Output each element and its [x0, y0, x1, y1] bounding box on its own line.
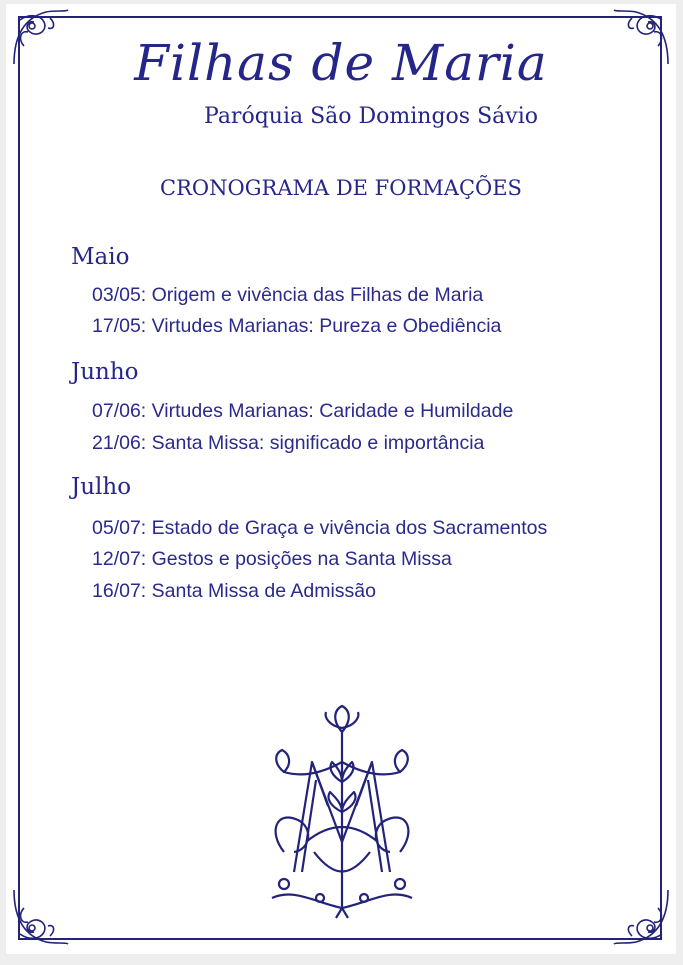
- corner-ornament-icon: [610, 886, 672, 948]
- list-item: 12/07: Gestos e posições na Santa Missa: [92, 548, 452, 570]
- page-title: Filhas de Maria: [134, 34, 548, 92]
- month-heading-julho: Julho: [71, 474, 132, 500]
- list-item: 21/06: Santa Missa: significado e importância: [92, 432, 485, 454]
- marian-monogram-icon: [254, 702, 430, 922]
- parish-subtitle: Paróquia São Domingos Sávio: [204, 104, 538, 129]
- month-heading-maio: Maio: [71, 244, 130, 270]
- list-item: 17/05: Virtudes Marianas: Pureza e Obediência: [92, 315, 502, 337]
- list-item: 05/07: Estado de Graça e vivência dos Sacramentos: [92, 517, 548, 539]
- corner-ornament-icon: [10, 886, 72, 948]
- list-item: 07/06: Virtudes Marianas: Caridade e Humildade: [92, 400, 514, 422]
- schedule-heading: CRONOGRAMA DE FORMAÇÕES: [160, 176, 522, 200]
- list-item: 03/05: Origem e vivência das Filhas de Maria: [92, 284, 484, 306]
- document-page: [6, 4, 676, 954]
- list-item: 16/07: Santa Missa de Admissão: [92, 580, 376, 602]
- month-heading-junho: Junho: [71, 359, 139, 385]
